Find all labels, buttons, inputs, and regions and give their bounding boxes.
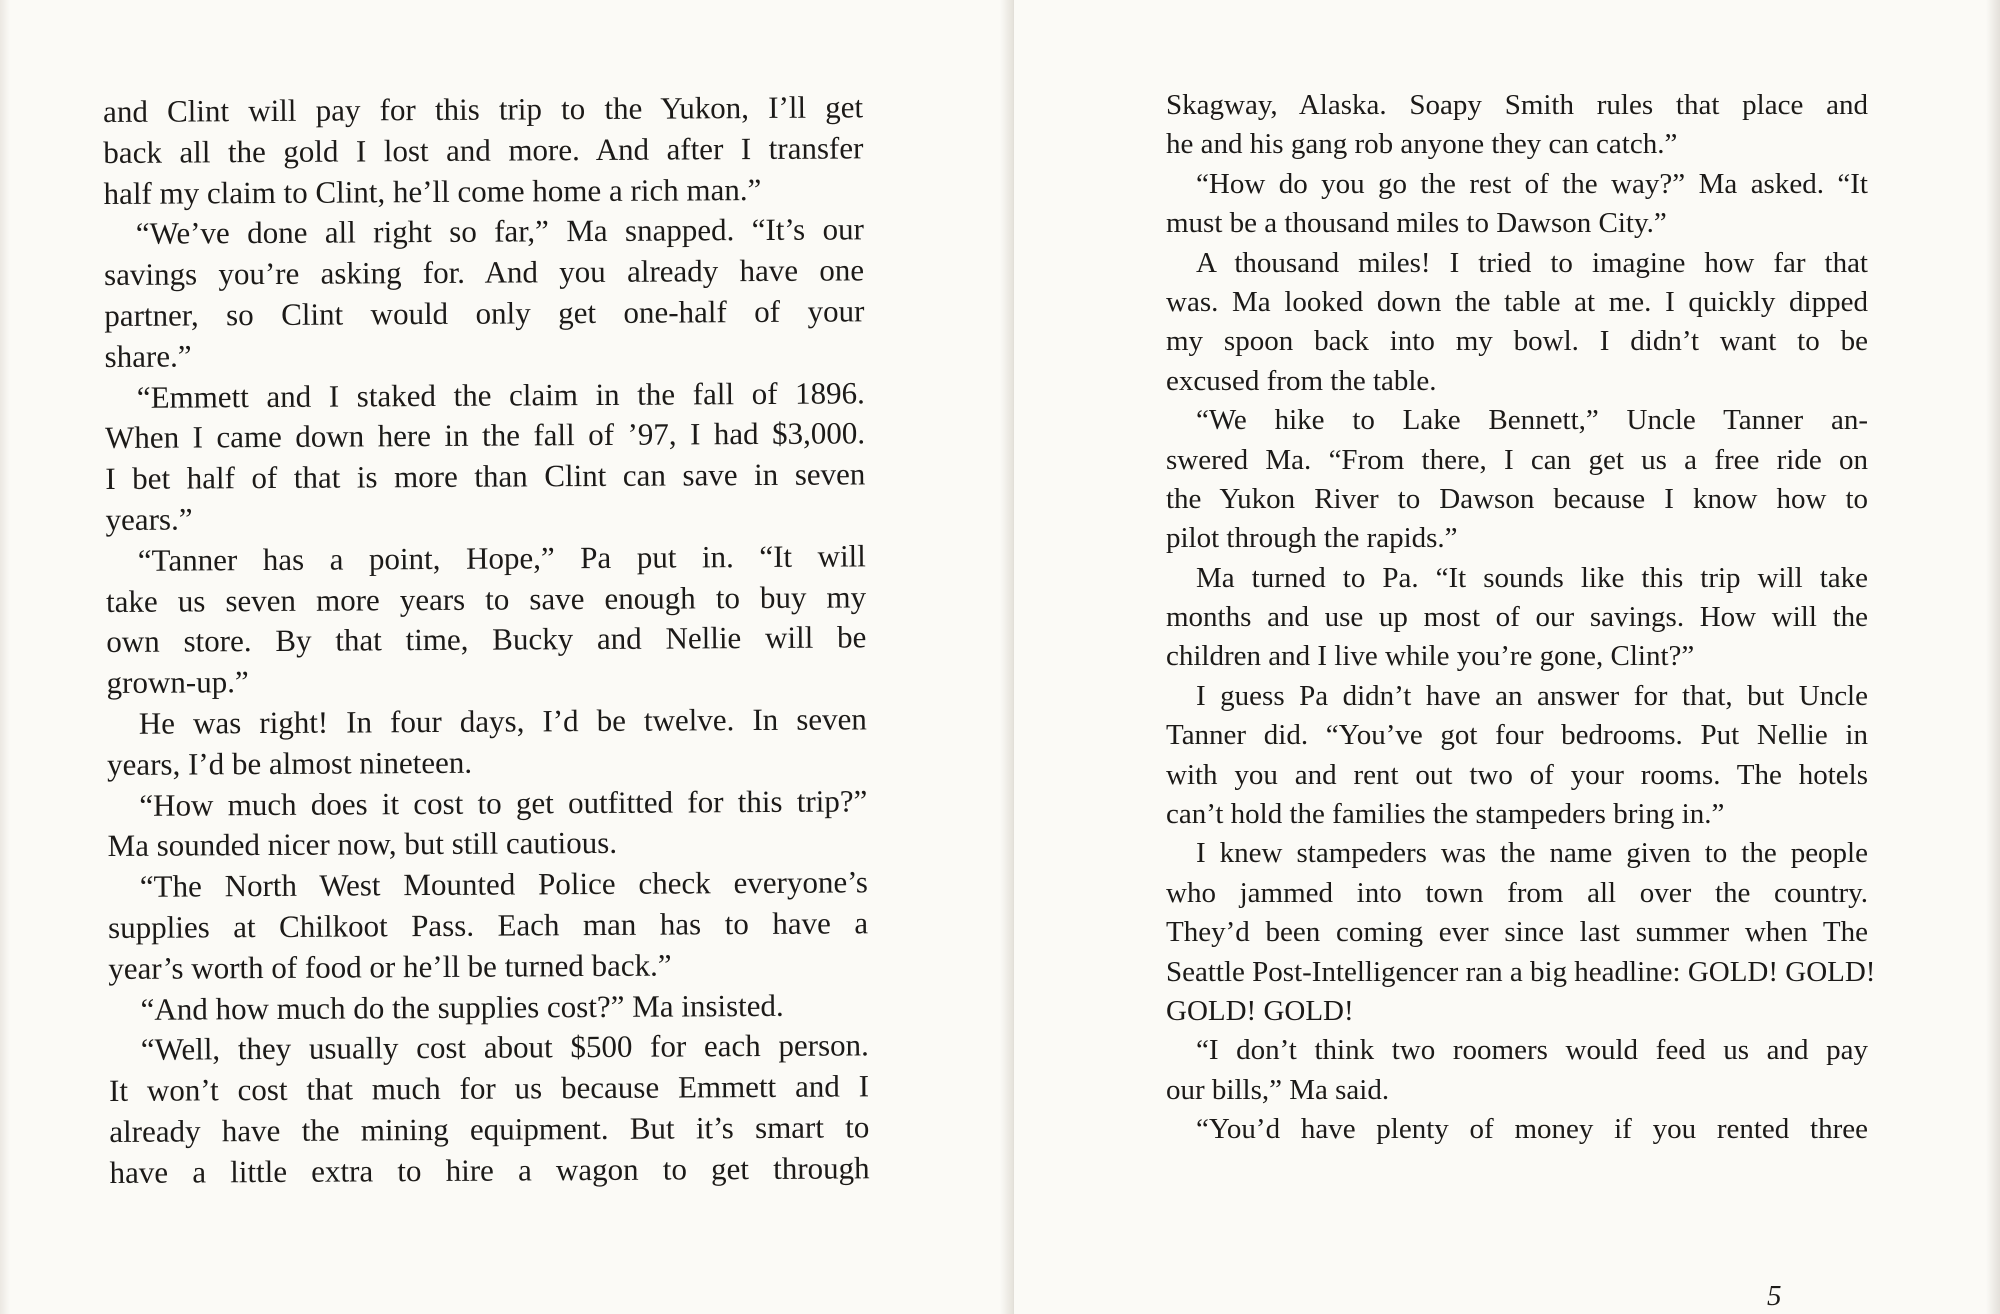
text-line: “I don’t think two roomers would feed us and pay [1196,1034,1868,1067]
text-line: my spoon back into my bowl. I didn’t want to be [1166,325,1868,358]
text-line: children and I live while you’re gone, Clint?” [1166,640,1695,673]
text-line: “And how much do the supplies cost?” Ma insisted. [140,987,784,1027]
text-line: own store. By that time, Bucky and Nellie will be [106,619,867,660]
text-line: with you and rent out two of your rooms. The hotels [1166,758,1868,791]
text-line: GOLD! GOLD! [1166,994,1354,1027]
text-line: share.” [104,338,192,374]
text-line: and Clint will pay for this trip to the Yukon, I’ll get [103,89,864,129]
text-line: “How much does it cost to get outfitted for this trip?” [139,782,868,823]
text-line: Ma turned to Pa. “It sounds like this trip will take [1196,561,1868,594]
text-line: It won’t cost that much for us because Emmett and I [108,1068,870,1109]
text-line: pilot through the rapids.” [1166,522,1458,555]
text-line: I guess Pa didn’t have an answer for that, but Uncle [1196,679,1868,712]
text-line: “Emmett and I staked the claim in the fall of 1896. [136,374,865,415]
left-page-text [103,87,870,1193]
text-line: “You’d have plenty of money if you rented three [1196,1113,1868,1146]
text-line: When I came down here in the fall of ’97, I had $3,000. [105,415,866,456]
text-line: years.” [105,501,193,537]
text-line: supplies at Chilkoot Pass. Each man has to have a [107,905,869,945]
text-line: He was right! In four days, I’d be twelve. In seven [138,701,867,741]
text-line: savings you’re asking for. And you already have one [104,252,865,293]
text-line: A thousand miles! I tried to imagine how far that [1196,246,1868,279]
page-edge-shadow [1986,0,2000,1314]
text-line: the Yukon River to Dawson because I know how to [1166,482,1868,515]
text-line: half my claim to Clint, he’ll come home a rich man.” [103,171,762,211]
text-line: swered Ma. “From there, I can get us a free ride on [1166,443,1868,476]
text-line: “The North West Mounted Police check everyone’s [139,864,868,904]
text-line: “How do you go the rest of the way?” Ma asked. “It [1196,167,1868,200]
text-line: partner, so Clint would only get one-half of your [104,293,865,333]
text-line: can’t hold the families the stampeders bring in.” [1166,798,1725,831]
text-line: years, I’d be almost nineteen. [106,744,473,782]
text-line: Ma sounded nicer now, but still cautious. [107,825,618,864]
text-line: take us seven more years to save enough to buy my [106,578,867,619]
text-line: “We hike to Lake Bennett,” Uncle Tanner an- [1196,404,1868,437]
text-line: already have the mining equipment. But it’s smart to [109,1109,870,1149]
text-line: “We’ve done all right so far,” Ma snapped. “It’s our [135,211,864,252]
text-line: They’d been coming ever since last summer when The [1166,916,1868,949]
page-edge-shadow [0,0,10,1314]
text-line: who jammed into town from all over the country. [1166,876,1868,909]
text-line: Seattle Post-Intelligencer ran a big headline: GOLD! GOLD! [1166,955,1876,988]
text-line: back all the gold I lost and more. And after I transfer [103,130,864,170]
text-line: grown-up.” [106,664,249,701]
text-line: “Tanner has a point, Hope,” Pa put in. “It will [137,538,866,578]
text-line: Tanner did. “You’ve got four bedrooms. Put Nellie in [1166,719,1868,752]
text-line: I knew stampeders was the name given to the people [1196,837,1868,870]
text-line: was. Ma looked down the table at me. I quickly dipped [1166,285,1868,318]
text-line: have a little extra to hire a wagon to get through [109,1150,870,1190]
text-line: our bills,” Ma said. [1166,1073,1390,1106]
page-number: 5 [1767,1280,1782,1312]
text-line: I bet half of that is more than Clint can save in seven [105,456,866,497]
text-line: must be a thousand miles to Dawson City.” [1166,207,1667,240]
right-page-text [1166,86,1876,1150]
text-line: excused from the table. [1166,364,1437,397]
text-line: year’s worth of food or he’ll be turned back.” [108,947,672,986]
text-line: he and his gang rob anyone they can catch.” [1166,128,1678,161]
text-line: “Well, they usually cost about $500 for each person. [140,1027,869,1068]
text-line: months and use up most of our savings. How will the [1166,601,1868,634]
text-line: Skagway, Alaska. Soapy Smith rules that place and [1166,89,1868,121]
